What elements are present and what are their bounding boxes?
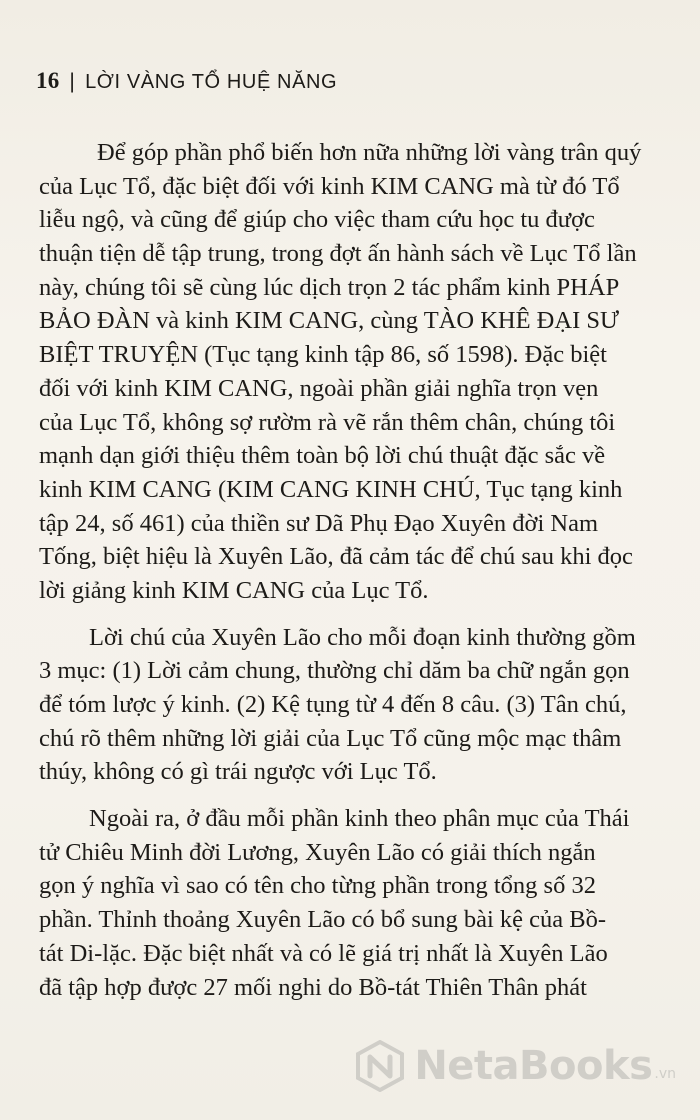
running-header [36, 68, 337, 94]
text-line: này, chúng tôi sẽ cùng lúc dịch trọn 2 tác phẩm kinh PHÁP [39, 273, 620, 301]
watermark-domain: .vn [654, 1066, 676, 1082]
text-line: Tống, biệt hiệu là Xuyên Lão, đã cảm tác để chú sau khi đọc [39, 543, 633, 571]
text-line: BIỆT TRUYỆN (Tục tạng kinh tập 86, số 1598). Đặc biệt [39, 341, 607, 369]
text-line: của Lục Tổ, đặc biệt đối với kinh KIM CANG mà từ đó Tổ [39, 172, 620, 200]
watermark-brand: NetaBooks [414, 1043, 653, 1089]
paragraph-3 [39, 802, 685, 1004]
text-line: thuận tiện dễ tập trung, trong đợt ấn hành sách về Lục Tổ lần [39, 240, 637, 268]
text-line: lời giảng kinh KIM CANG của Lục Tổ. [39, 576, 429, 604]
text-line: thúy, không có gì trái ngược với Lục Tổ. [39, 758, 437, 786]
paragraph-2 [39, 621, 685, 789]
text-line: 3 mục: (1) Lời cảm chung, thường chỉ dăm ba chữ ngắn gọn [39, 657, 630, 685]
running-title: LỜI VÀNG TỔ HUỆ NĂNG [85, 71, 338, 93]
text-line: tát Di-lặc. Đặc biệt nhất và có lẽ giá trị nhất là Xuyên Lão [39, 939, 608, 967]
text-line: Ngoài ra, ở đầu mỗi phần kinh theo phân mục của Thái [89, 805, 630, 833]
watermark [354, 1040, 676, 1092]
text-line: Lời chú của Xuyên Lão cho mỗi đoạn kinh thường gồm [89, 623, 636, 651]
text-line: mạnh dạn giới thiệu thêm toàn bộ lời chú thuật đặc sắc về [39, 442, 606, 470]
body-text [39, 136, 685, 1004]
netabooks-logo-icon [354, 1040, 406, 1092]
text-line: gọn ý nghĩa vì sao có tên cho từng phần trong tổng số 32 [39, 872, 596, 900]
text-line: chú rõ thêm những lời giải của Lục Tổ cũng mộc mạc thâm [39, 724, 622, 752]
header-separator: | [69, 70, 76, 93]
text-line: phần. Thỉnh thoảng Xuyên Lão có bổ sung bài kệ của Bồ- [39, 906, 607, 934]
text-line: BẢO ĐÀN và kinh KIM CANG, cùng TÀO KHÊ ĐẠI SƯ [39, 307, 619, 335]
text-line: của Lục Tổ, không sợ rườm rà vẽ rắn thêm chân, chúng tôi [39, 408, 616, 436]
text-line: tập 24, số 461) của thiền sư Dã Phụ Đạo Xuyên đời Nam [39, 509, 599, 537]
text-line: đối với kinh KIM CANG, ngoài phần giải nghĩa trọn vẹn [39, 374, 599, 402]
page-number: 16 [36, 68, 60, 93]
text-line: Để góp phần phổ biến hơn nữa những lời vàng trân quý [97, 139, 642, 166]
text-line: liễu ngộ, và cũng để giúp cho việc tham cứu học tu được [39, 206, 595, 234]
paragraph-1 [39, 136, 685, 608]
text-line: đã tập hợp được 27 mối nghi do Bồ-tát Thiên Thân phát [39, 973, 587, 1001]
text-line: kinh KIM CANG (KIM CANG KINH CHÚ, Tục tạng kinh [39, 475, 623, 503]
text-line: để tóm lược ý kinh. (2) Kệ tụng từ 4 đến 8 câu. (3) Tân chú, [39, 691, 627, 718]
text-line: tử Chiêu Minh đời Lương, Xuyên Lão có giải thích ngắn [39, 838, 596, 866]
